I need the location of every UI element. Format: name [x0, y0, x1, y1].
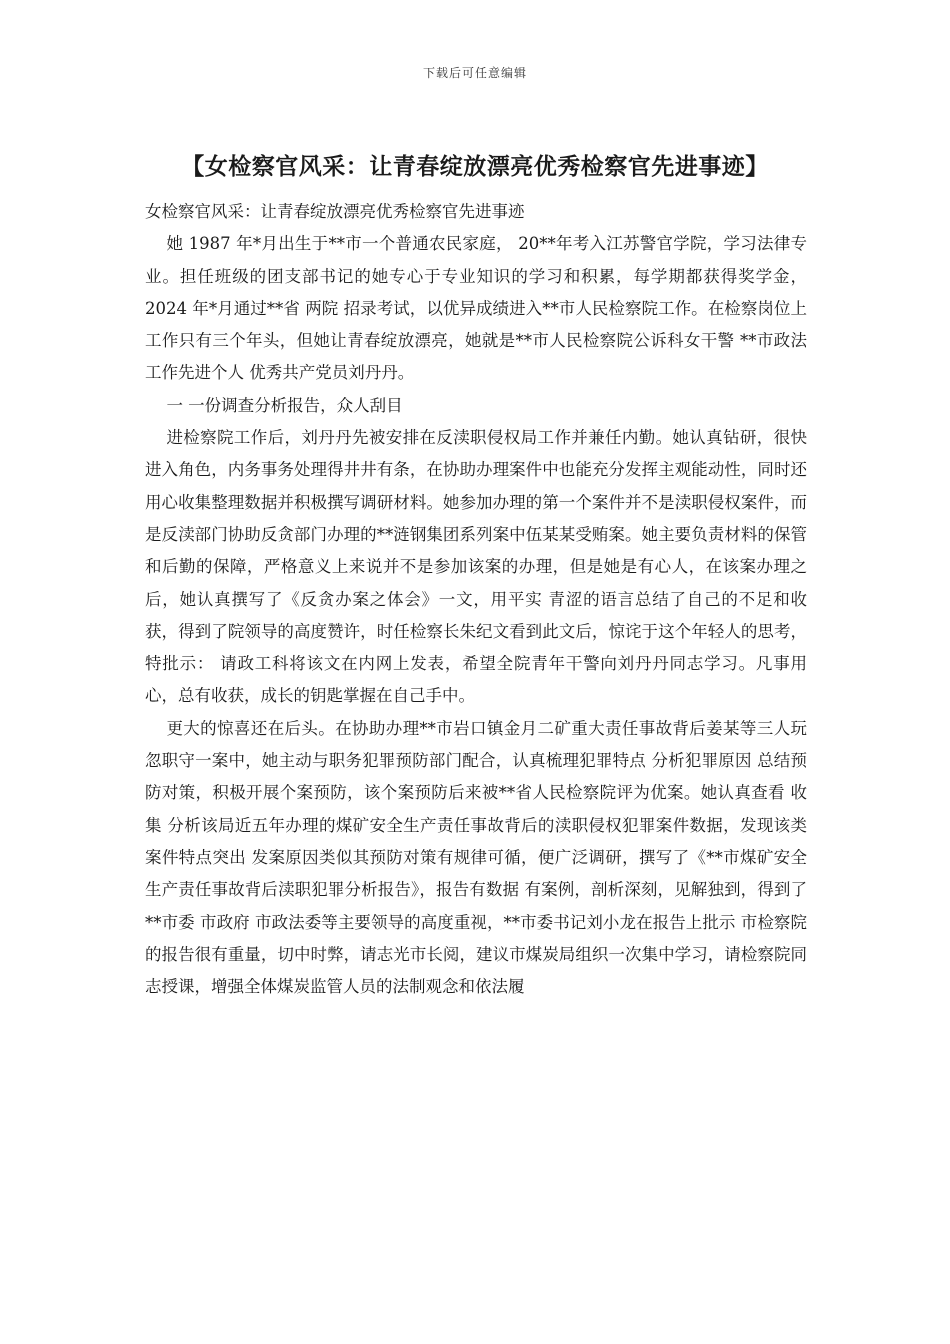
paragraph-anti-corruption: 进检察院工作后，刘丹丹先被安排在反渎职侵权局工作并兼任内勤。她认真钻研，很快进入角色，内务事务处理得井井有条，在协助办理案件中也能充分发挥主观能动性，同时还用心收集整理数据并积极撰写调研材料。她参加办理的第一个案件并不是渎职侵权案件，而是反渎部门协助反贪部门办理的**涟钢集团系列案中伍某某受贿案。她主要负责材料的保管和后勤的保障，严格意义上来说并不是参加该案的办理，但是她是有心人，在该案办理之后，她认真撰写了《反贪办案之体会》一文，用平实 青涩的语言总结了自己的不足和收获，得到了院领导的高度赞许，时任检察长朱纪文看到此文后，惊诧于这个年轻人的思考，特批示： 请政工科将该文在内网上发表，希望全院青年干警向刘丹丹同志学习。凡事用心，总有收获，成长的钥匙掌握在自己手中。: [145, 428, 807, 706]
header-note: 下载后可任意编辑: [422, 66, 527, 80]
document-title: 【女检察官风采：让青春绽放漂亮优秀检察官先进事迹】: [181, 153, 769, 180]
paragraph-intro: 她 1987 年*月出生于**市一个普通农民家庭， 20**年考入江苏警官学院，学习法律专业。担任班级的团支部书记的她专心于专业知识的学习和积累，每学期都获得奖学金，2024 年*月通过**省 两院 招录考试，以优异成绩进入**市人民检察院工作。在检察岗位上工作只有三个年头，但她让青春绽放漂亮，她就是**市人民检察院公诉科女干警 **市政法工作先进个人 优秀共产党员刘丹丹。: [145, 234, 807, 383]
document-body: [145, 196, 807, 1003]
document-subtitle: 女检察官风采：让青春绽放漂亮优秀检察官先进事迹: [145, 202, 525, 221]
section-heading: 一 一份调查分析报告，众人刮目: [166, 395, 403, 415]
paragraph-analysis-report: 更大的惊喜还在后头。在协助办理**市岩口镇金月二矿重大责任事故背后姜某等三人玩忽职守一案中，她主动与职务犯罪预防部门配合，认真梳理犯罪特点 分析犯罪原因 总结预防对策，积极开展个案预防，该个案预防后来被**省人民检察院评为优案。她认真查看 收集 分析该局近五年办理的煤矿安全生产责任事故背后的渎职侵权犯罪案件数据，发现该类案件特点突出 发案原因类似其预防对策有规律可循，便广泛调研，撰写了《**市煤矿安全生产责任事故背后渎职犯罪分析报告》，报告有数据 有案例，剖析深刻，见解独到，得到了**市委 市政府 市政法委等主要领导的高度重视，**市委书记刘小龙在报告上批示 市检察院的报告很有重量，切中时弊，请志光市长阅，建议市煤炭局组织一次集中学习，请检察院同志授课，增强全体煤炭监管人员的法制观念和依法履: [145, 718, 807, 997]
